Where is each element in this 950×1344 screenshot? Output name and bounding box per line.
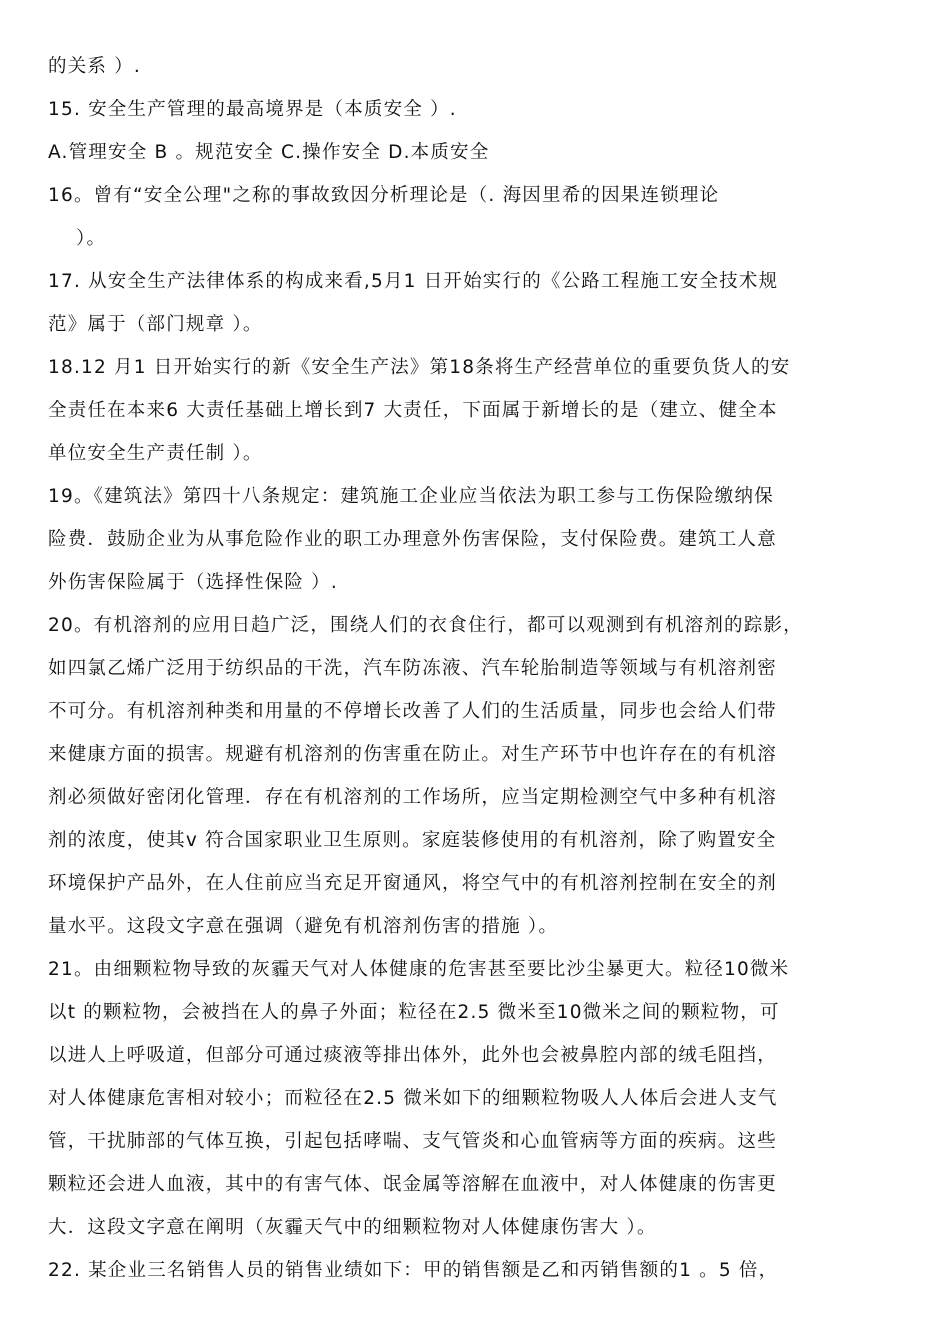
- question-16: 16。曾有“安全公理"之称的事故致因分析理论是（. 海因里希的因果连锁理论: [48, 185, 720, 206]
- text-line: 以进人上呼吸道，但部分可通过痰液等排出体外，此外也会被鼻腔内部的绒毛阻挡，: [48, 1045, 777, 1066]
- text-line: 险费．鼓励企业为从事危险作业的职工办理意外伤害保险，支付保险费。建筑工人意: [48, 529, 777, 550]
- text-line: 如四氯乙烯广泛用于纺织品的干洗，汽车防冻液、汽车轮胎制造等领域与有机溶剂密: [48, 658, 777, 679]
- text-line: 来健康方面的损害。规避有机溶剂的伤害重在防止。对生产环节中也许存在的有机溶: [48, 744, 777, 765]
- text-line: 的关系 ）.: [48, 56, 141, 77]
- question-18: 18.12 月1 日开始实行的新《安全生产法》第18条将生产经营单位的重要负货人的安: [48, 357, 791, 378]
- text-line: 范》属于（部门规章 ）。: [48, 314, 263, 335]
- question-17: 17. 从安全生产法律体系的构成来看,5月1 日开始实行的《公路工程施工安全技术规: [48, 271, 779, 292]
- text-line: 量水平。这段文字意在强调（避免有机溶剂伤害的措施 ）。: [48, 916, 559, 937]
- text-line: 剂的浓度，使其v 符合国家职业卫生原则。家庭装修使用的有机溶剂，除了购置安全: [48, 830, 777, 851]
- question-15: 15. 安全生产管理的最高境界是（本质安全 ）.: [48, 99, 457, 120]
- text-line: 不可分。有机溶剂种类和用量的不停增长改善了人们的生活质量，同步也会给人们带: [48, 701, 777, 722]
- text-line: 大．这段文字意在阐明（灰霾天气中的细颗粒物对人体健康伤害大 ）。: [48, 1217, 657, 1238]
- text-line: 剂必须做好密闭化管理．存在有机溶剂的工作场所，应当定期检测空气中多种有机溶: [48, 787, 777, 808]
- question-22: 22. 某企业三名销售人员的销售业绩如下：甲的销售额是乙和丙销售额的1 。5 倍，: [48, 1260, 779, 1281]
- question-21: 21。由细颗粒物导致的灰霾天气对人体健康的危害甚至要比沙尘暴更大。粒径10微米: [48, 959, 790, 980]
- text-line: 外伤害保险属于（选择性保险 ）.: [48, 572, 338, 593]
- text-line: 全责任在本来6 大责任基础上增长到7 大责任，下面属于新增长的是（建立、健全本: [48, 400, 778, 421]
- text-line: ）。: [76, 228, 107, 249]
- text-line: 颗粒还会进人血液，其中的有害气体、氓金属等溶解在血液中，对人体健康的伤害更: [48, 1174, 777, 1195]
- question-19: 19。《建筑法》第四十八条规定：建筑施工企业应当依法为职工参与工伤保险缴纳保: [48, 486, 774, 507]
- question-15-options: A.管理安全 B 。规范安全 C.操作安全 D.本质安全: [48, 142, 490, 163]
- text-line: 对人体健康危害相对较小；而粒径在2.5 微米如下的细颗粒物吸人人体后会进人支气: [48, 1088, 778, 1109]
- question-20: 20。有机溶剂的应用日趋广泛，围绕人们的衣食住行，都可以观测到有机溶剂的踪影，: [48, 615, 803, 636]
- text-line: 管，干扰肺部的气体互换，引起包括哮喘、支气管炎和心血管病等方面的疾病。这些: [48, 1131, 777, 1152]
- text-line: 环境保护产品外，在人住前应当充足开窗通风，将空气中的有机溶剂控制在安全的剂: [48, 873, 777, 894]
- text-line: 单位安全生产责任制 ）。: [48, 443, 263, 464]
- document-page: [48, 52, 908, 1299]
- text-line: 以t 的颗粒物，会被挡在人的鼻子外面；粒径在2.5 微米至10微米之间的颗粒物，可: [48, 1002, 780, 1023]
